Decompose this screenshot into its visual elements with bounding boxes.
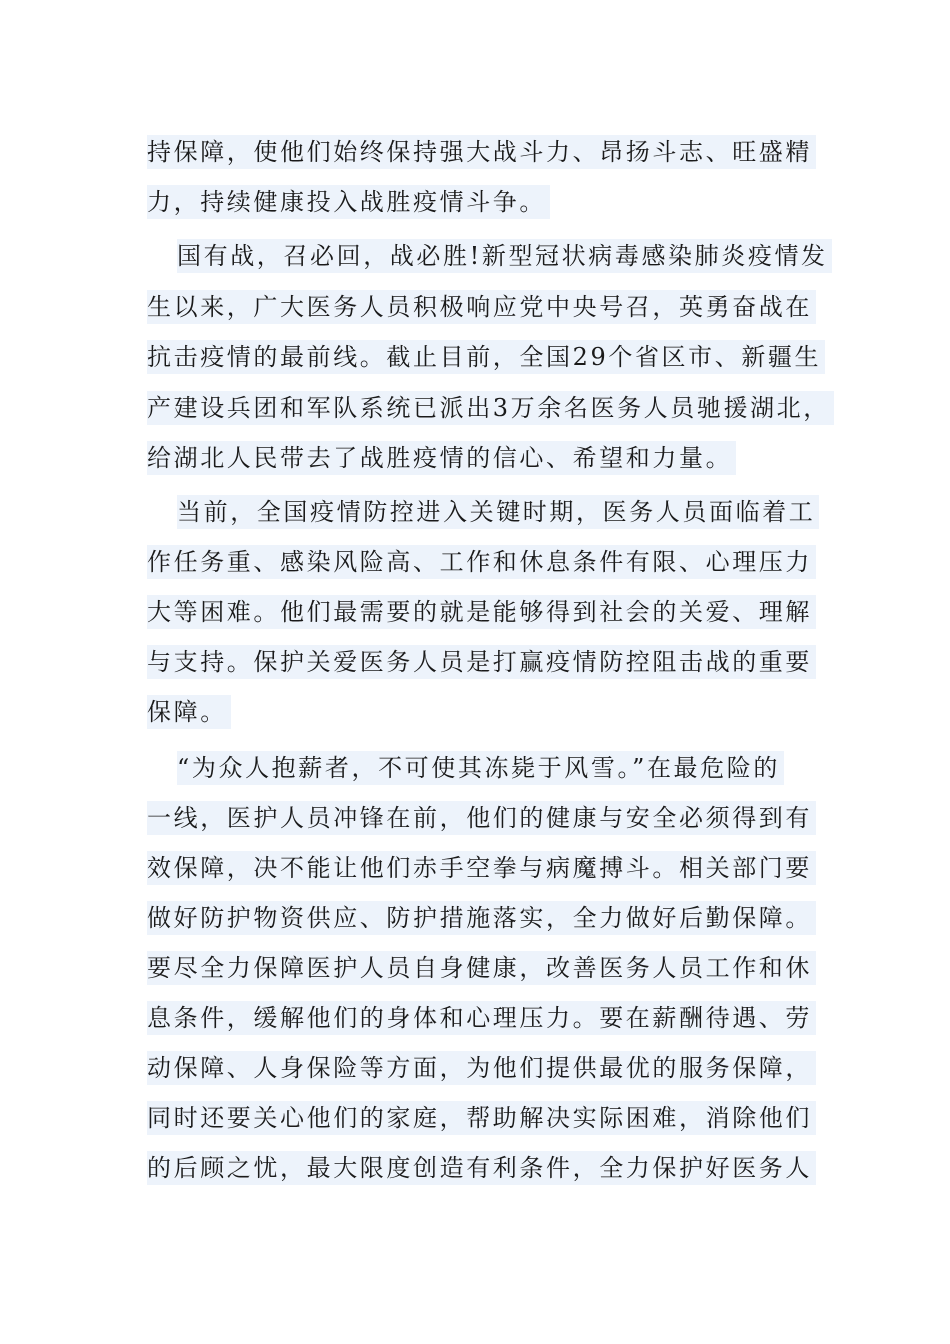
paragraph-2-line-1: 国有战，召必回，战必胜!新型冠状病毒感染肺炎疫情发 (177, 239, 832, 273)
paragraph-2-line-5: 给湖北人民带去了战胜疫情的信心、希望和力量。 (147, 441, 736, 475)
paragraph-4-line-9: 的后顾之忧，最大限度创造有利条件，全力保护好医务人 (147, 1151, 816, 1185)
paragraph-3-line-4: 与支持。保护关爱医务人员是打赢疫情防控阻击战的重要 (147, 645, 816, 679)
paragraph-4-line-6: 息条件，缓解他们的身体和心理压力。要在薪酬待遇、劳 (147, 1001, 816, 1035)
paragraph-3-line-2: 作任务重、感染风险高、工作和休息条件有限、心理压力 (147, 545, 816, 579)
paragraph-4-line-2: 一线，医护人员冲锋在前，他们的健康与安全必须得到有 (147, 801, 816, 835)
paragraph-4-line-8: 同时还要关心他们的家庭，帮助解决实际困难，消除他们 (147, 1101, 816, 1135)
paragraph-1-line-1: 持保障，使他们始终保持强大战斗力、昂扬斗志、旺盛精 (147, 135, 816, 169)
paragraph-4-line-3: 效保障，决不能让他们赤手空拳与病魔搏斗。相关部门要 (147, 851, 816, 885)
paragraph-3-line-5: 保障。 (147, 695, 231, 729)
paragraph-2-line-3: 抗击疫情的最前线。截止目前，全国29个省区市、新疆生 (147, 340, 825, 374)
paragraph-4-line-5: 要尽全力保障医护人员自身健康，改善医务人员工作和休 (147, 951, 816, 985)
paragraph-2-line-2: 生以来，广大医务人员积极响应党中央号召，英勇奋战在 (147, 290, 816, 324)
paragraph-3-line-1: 当前，全国疫情防控进入关键时期，医务人员面临着工 (177, 495, 819, 529)
paragraph-4-line-4: 做好防护物资供应、防护措施落实，全力做好后勤保障。 (147, 901, 816, 935)
paragraph-4-line-1: “为众人抱薪者，不可使其冻毙于风雪。”在最危险的 (177, 751, 784, 785)
paragraph-2-line-4: 产建设兵团和军队系统已派出3万余名医务人员驰援湖北， (147, 391, 834, 425)
paragraph-4-line-7: 动保障、人身保险等方面，为他们提供最优的服务保障， (147, 1051, 816, 1085)
paragraph-3-line-3: 大等困难。他们最需要的就是能够得到社会的关爱、理解 (147, 595, 816, 629)
paragraph-1-line-2: 力，持续健康投入战胜疫情斗争。 (147, 185, 550, 219)
